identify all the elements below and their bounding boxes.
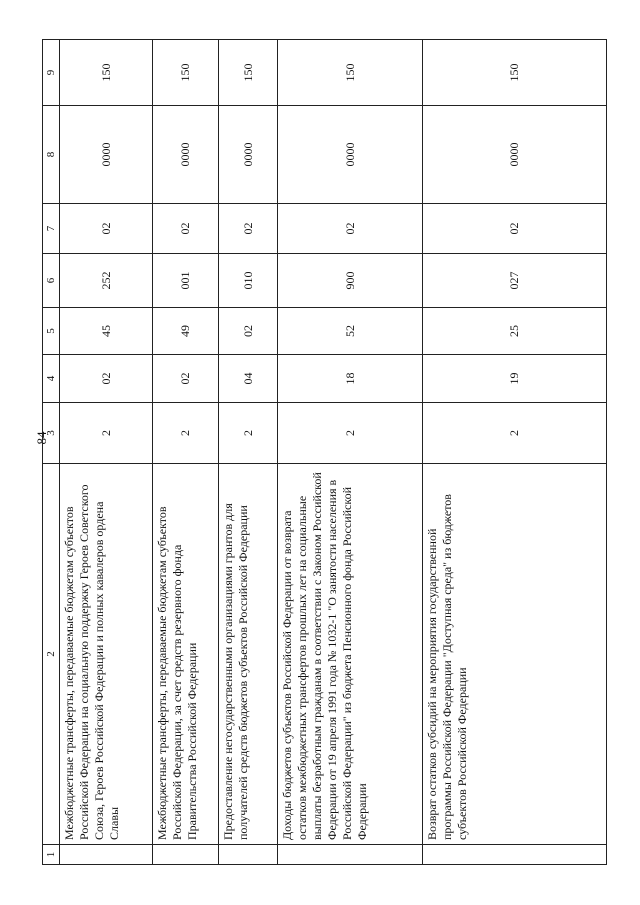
- column-header: 7: [43, 204, 60, 254]
- table-cell: 0000: [153, 106, 219, 204]
- table-cell: 02: [219, 308, 278, 355]
- row-description: Возврат остатков субсидий на мероприятия государственной программы Российской Федерации "Доступная среда" из бюджетов субъектов Российской Федерации: [423, 464, 607, 845]
- table-cell: 010: [219, 254, 278, 308]
- table-cell: 150: [60, 40, 153, 106]
- table-cell: [423, 845, 607, 865]
- row-description: Межбюджетные трансферты, передаваемые бюджетам субъектов Российской Федерации, за счет средств резервного фонда Правительства Российской Федерации: [153, 464, 219, 845]
- table-row: [60, 40, 153, 865]
- page-number: 84: [34, 431, 49, 445]
- row-description: Доходы бюджетов субъектов Российской Федерации от возврата остатков межбюджетных трансфертов прошлых лет на социальные выплаты безработным гражданам в соответствии с Законом Российской Федерации от 19 апреля 1991 года № 1032-1 "О занятости населения в Российской Федерации" из бюджета Пенсионного фонда Российской Федерации: [278, 464, 423, 845]
- table-cell: 150: [153, 40, 219, 106]
- table-cell: [153, 845, 219, 865]
- table-cell: 2: [423, 403, 607, 464]
- table-cell: 19: [423, 355, 607, 403]
- table-cell: [278, 845, 423, 865]
- column-header: 8: [43, 106, 60, 204]
- table-cell: 2: [278, 403, 423, 464]
- rotated-table-container: [42, 40, 607, 865]
- table-cell: 02: [219, 204, 278, 254]
- table-cell: 02: [60, 355, 153, 403]
- table-row: [278, 40, 423, 865]
- column-header: 5: [43, 308, 60, 355]
- document-page: [42, 40, 607, 865]
- row-description: Межбюджетные трансферты, передаваемые бюджетам субъектов Российской Федерации на социальную поддержку Героев Советского Союза, Героев Российской Федерации и полных кавалеров ордена Славы: [60, 464, 153, 845]
- table-row: [219, 40, 278, 865]
- table-cell: 027: [423, 254, 607, 308]
- table-cell: 52: [278, 308, 423, 355]
- table-cell: 02: [60, 204, 153, 254]
- column-header: 2: [43, 464, 60, 845]
- table-cell: 0000: [278, 106, 423, 204]
- table-cell: 900: [278, 254, 423, 308]
- header-row: [43, 40, 60, 865]
- budget-codes-table: [42, 39, 607, 865]
- table-cell: 18: [278, 355, 423, 403]
- table-cell: 02: [153, 355, 219, 403]
- row-description: Предоставление негосударственными организациями грантов для получателей средств бюджетов субъектов Российской Федерации: [219, 464, 278, 845]
- table-cell: 001: [153, 254, 219, 308]
- column-header: 4: [43, 355, 60, 403]
- table-cell: 02: [278, 204, 423, 254]
- table-cell: 0000: [60, 106, 153, 204]
- table-cell: 252: [60, 254, 153, 308]
- table-cell: 02: [423, 204, 607, 254]
- column-header: 6: [43, 254, 60, 308]
- table-cell: 0000: [219, 106, 278, 204]
- column-header: 3: [43, 403, 60, 464]
- table-cell: 150: [423, 40, 607, 106]
- table-cell: 2: [219, 403, 278, 464]
- table-cell: 150: [219, 40, 278, 106]
- table-row: [153, 40, 219, 865]
- table-cell: 2: [60, 403, 153, 464]
- table-row: [423, 40, 607, 865]
- table-cell: 02: [153, 204, 219, 254]
- table-cell: 25: [423, 308, 607, 355]
- table-cell: 2: [153, 403, 219, 464]
- table-cell: 04: [219, 355, 278, 403]
- table-cell: [219, 845, 278, 865]
- table-cell: 150: [278, 40, 423, 106]
- column-header: 9: [43, 40, 60, 106]
- column-header: 1: [43, 845, 60, 865]
- table-cell: 45: [60, 308, 153, 355]
- table-cell: 49: [153, 308, 219, 355]
- table-cell: 0000: [423, 106, 607, 204]
- table-cell: [60, 845, 153, 865]
